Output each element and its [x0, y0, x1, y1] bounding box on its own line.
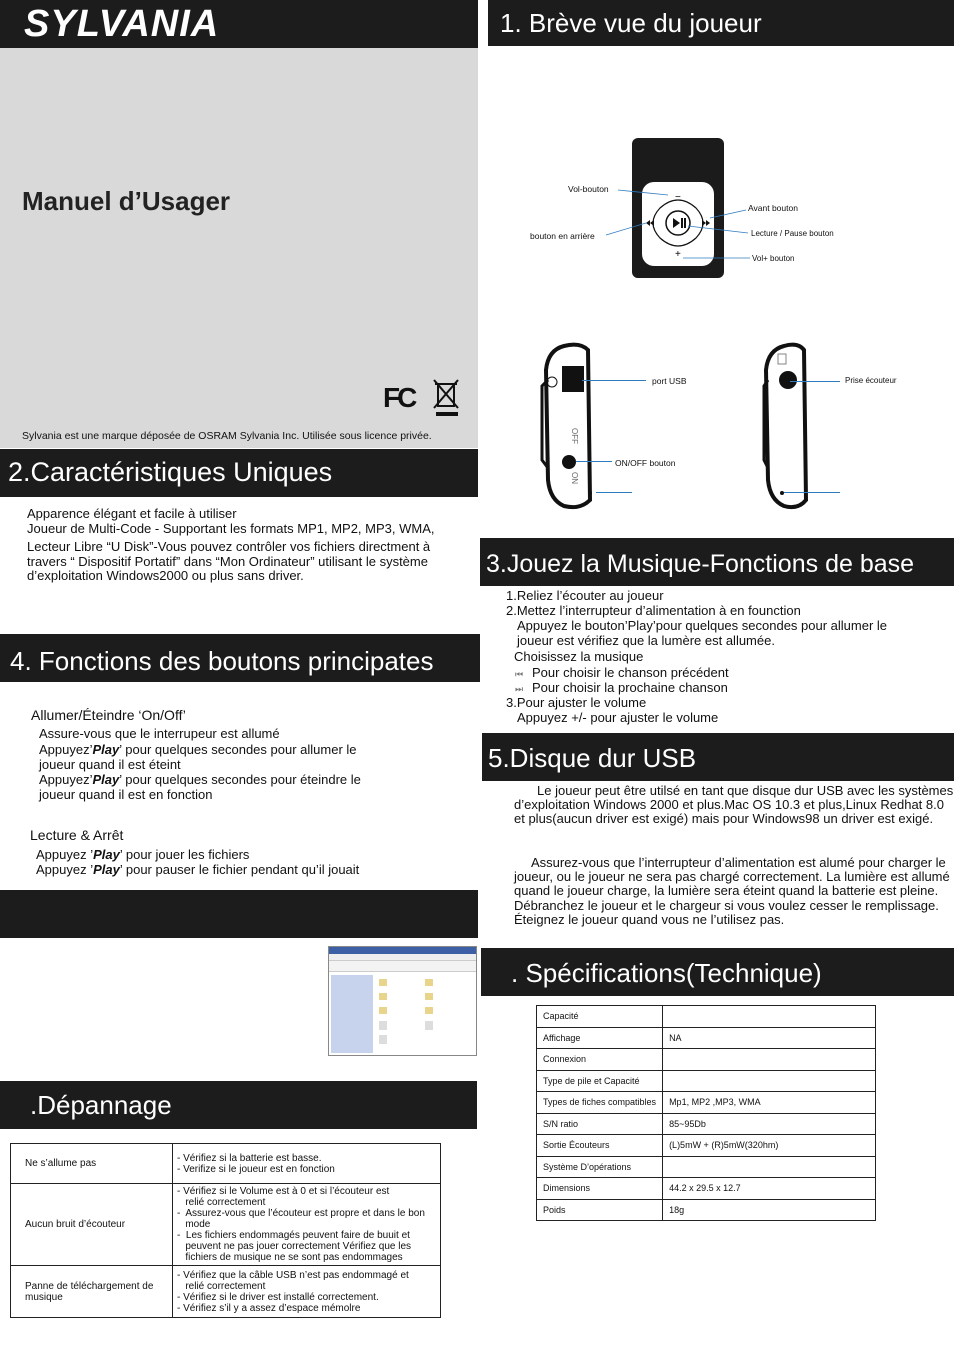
section6-heading-bar: [0, 890, 478, 938]
explorer-toolbar: [329, 961, 476, 972]
weee-bin-icon: [432, 378, 460, 418]
usb-para1-line-3: et plus(aucun driver est exigé) mais pour Windows98 un driver est exigé.: [514, 811, 934, 826]
spec-value: (L)5mW + (R)5mW(320hm): [663, 1135, 876, 1157]
spec-row: [537, 1092, 876, 1114]
player-front-illustration: [520, 130, 850, 290]
spec-value: [663, 1049, 876, 1071]
trouble-solution-line: - Les fichiers endommagés peuvent faire de buuit et: [177, 1230, 410, 1241]
trouble-solution-line: - Vérifiez si le driver est installé correctement.: [177, 1291, 379, 1303]
spec-label: Capacité: [537, 1006, 663, 1028]
usb-para2-line-1: Assurez-vous que l’interrupteur d’alimentation est alumé pour charger le: [531, 855, 946, 870]
onoff-line-5: joueur quand il est en fonction: [39, 787, 213, 802]
spec-row: [537, 1199, 876, 1221]
usb-para1-line-1: Le joueur peut être utilsé en tant que disque dur USB avec les systèmes: [537, 783, 954, 798]
explorer-sidebar: [331, 975, 373, 1053]
label-usb: port USB: [652, 376, 687, 386]
trouble-row: [11, 1266, 441, 1318]
spec-value: [663, 1006, 876, 1028]
spec-label: Types de fiches compatibles: [537, 1092, 663, 1114]
spec-value: 18g: [663, 1199, 876, 1221]
trouble-solution-line: mode: [177, 1219, 211, 1230]
spec-row: [537, 1135, 876, 1157]
trouble-table: [10, 1143, 441, 1318]
play-line-9: Appuyez +/- pour ajuster le volume: [517, 710, 719, 725]
spec-value: [663, 1156, 876, 1178]
trouble-solutions: [173, 1184, 441, 1266]
line-onoff: [576, 461, 612, 462]
trouble-problem: Ne s’allume pas: [11, 1144, 173, 1184]
trouble-problem: Aucun bruit d’écouteur: [11, 1184, 173, 1266]
svg-text:−: −: [675, 192, 681, 203]
playpause-line-2: Appuyez ’Play’ pour pauser le fichier pendant qu’il jouait: [36, 862, 360, 877]
section3-heading-bar: [480, 538, 954, 586]
brand-logo: SYLVANIA: [24, 3, 220, 45]
trouble-solution-line: - Vérifiez que la câble USB n’est pas endommagé et: [177, 1269, 409, 1281]
label-vol-minus: Vol-bouton: [568, 184, 609, 194]
trouble-solution-line: relié correctement: [177, 1197, 266, 1208]
cover-panel: [0, 48, 478, 448]
onoff-line-2: Appuyez’Play’ pour quelques secondes pour allumer le: [39, 742, 357, 757]
line-headphone: [790, 381, 840, 382]
trouble-row: [11, 1184, 441, 1266]
section5-title: 5.Disque dur USB: [488, 743, 697, 773]
spec-value: [663, 1070, 876, 1092]
switch-off-text: OFF: [570, 428, 579, 444]
usb-para2-line-2: joueur, ou le joueur ne sera pas chargé correctement. La lumière est allumé: [514, 869, 950, 884]
brand-bar: [0, 0, 478, 48]
spec-label: Sortie Écouteurs: [537, 1135, 663, 1157]
playpause-line-1: Appuyez ’Play’ pour jouer les fichiers: [36, 847, 250, 862]
trouble-title: .Dépannage: [30, 1090, 172, 1120]
usb-para2-line-5: Éteignez le joueur quand vous ne l’utilisez pas.: [514, 912, 785, 927]
next-icon: ⏭: [515, 684, 524, 694]
section2-title: 2.Caractéristiques Uniques: [8, 457, 333, 487]
spec-row: [537, 1178, 876, 1200]
label-back: bouton en arrière: [530, 231, 595, 241]
usb-para2-line-3: quand le joueur charge, la lumière sera éteint quand la batterie est pleine.: [514, 883, 939, 898]
prev-icon: ⏮: [515, 669, 524, 679]
onoff-line-4: Appuyez’Play’ pour quelques secondes pour éteindre le: [39, 772, 361, 787]
label-forward: Avant bouton: [748, 203, 798, 213]
explorer-window-screenshot: [328, 946, 477, 1056]
trouble-solution-line: - Verifize si le joueur est en fonction: [177, 1163, 335, 1175]
play-line-3: Appuyez le bouton’Play’pour quelques secondes pour allumer le: [517, 618, 888, 633]
section1-heading-bar: [488, 0, 954, 46]
play-line-4: joueur est vérifiez que la lumère est allumée.: [517, 633, 775, 648]
spec-value: Mp1, MP2 ,MP3, WMA: [663, 1092, 876, 1114]
trouble-solution-line: - Vérifiez si le Volume est à 0 et si l’écouteur est: [177, 1186, 390, 1197]
spec-label: Affichage: [537, 1027, 663, 1049]
trouble-solution-line: relié correctement: [177, 1280, 266, 1292]
feature-line-5: d’exploitation Windows2000 ou plus sans driver.: [27, 568, 304, 583]
explorer-titlebar: [329, 947, 476, 954]
label-headphone: Prise écouteur: [845, 376, 897, 385]
svg-text:+: +: [675, 249, 681, 260]
play-line-7: Pour choisir la prochaine chanson: [532, 680, 728, 695]
feature-line-2: Joueur de Multi-Code - Supportant les formats MP1, MP2, MP3, WMA,: [27, 521, 435, 536]
play-line-5: Choisissez la musique: [514, 649, 644, 664]
fc-logo: FC: [383, 382, 415, 413]
switch-on-text: ON: [570, 472, 579, 484]
feature-line-3: Lecteur Libre “U Disk”-Vous pouvez contrôler vos fichiers directment à: [27, 539, 431, 554]
feature-line-1: Apparence élégant et facile à utiliser: [27, 506, 237, 521]
spec-value: NA: [663, 1027, 876, 1049]
specs-title: . Spécifications(Technique): [511, 958, 822, 988]
section4-heading-bar: [0, 634, 480, 682]
label-play: Lecture / Pause bouton: [751, 229, 834, 238]
section3-title: 3.Jouez la Musique-Fonctions de base: [486, 550, 915, 578]
trouble-solution-line: - Assurez-vous que l’écouteur est propre et dans le bon: [177, 1208, 425, 1219]
spec-row: [537, 1027, 876, 1049]
specs-table: [536, 1005, 876, 1221]
trouble-solutions: [173, 1266, 441, 1318]
trouble-solution-line: - Vérifiez si la batterie est basse.: [177, 1152, 322, 1164]
trouble-problem: Panne de téléchargement de musique: [11, 1266, 173, 1318]
trouble-row: [11, 1144, 441, 1184]
spec-row: [537, 1049, 876, 1071]
play-line-1: 1.Reliez l’écouter au joueur: [506, 588, 664, 603]
feature-line-4: travers “ Dispositif Portatif” dans “Mon Ordinateur” utilisant le système: [27, 554, 428, 569]
section5-heading-bar: [482, 733, 954, 781]
line-left-bottom: [596, 492, 632, 493]
spec-label: S/N ratio: [537, 1113, 663, 1135]
line-usb: [582, 380, 646, 381]
trouble-solution-line: fichiers de musique ne se sont pas endommages: [177, 1252, 403, 1263]
manual-title: Manuel d’Usager: [22, 186, 231, 216]
section1-title: 1. Brève vue du joueur: [500, 8, 762, 38]
spec-row: [537, 1070, 876, 1092]
spec-label: Connexion: [537, 1049, 663, 1071]
trouble-solutions: [173, 1144, 441, 1184]
trouble-solution-line: peuvent ne pas jouer correctement Vérifiez que les: [177, 1241, 412, 1252]
label-onoff: ON/OFF bouton: [615, 458, 676, 468]
play-line-8: 3.Pour ajuster le volume: [506, 695, 647, 710]
line-right-bottom: [784, 492, 840, 493]
trademark-note: Sylvania est une marque déposée de OSRAM Sylvania Inc. Utilisée sous licence privée.: [22, 430, 432, 442]
spec-label: Poids: [537, 1199, 663, 1221]
explorer-menubar: [329, 954, 476, 961]
trouble-heading-bar: [0, 1081, 477, 1129]
onoff-line-3: joueur quand il est éteint: [39, 757, 181, 772]
player-side-left-illustration: [536, 340, 646, 512]
section4-title: 4. Fonctions des boutons principates: [10, 646, 434, 676]
label-vol-plus: Vol+ bouton: [752, 254, 795, 263]
specs-heading-bar: [481, 948, 954, 996]
play-line-2: 2.Mettez l’interrupteur d’alimentation à en founction: [506, 603, 801, 618]
spec-label: Système D’opérations: [537, 1156, 663, 1178]
player-side-right-illustration: [760, 340, 820, 512]
play-heading: Lecture & Arrêt: [30, 827, 124, 843]
onoff-heading: Allumer/Éteindre ‘On/Off’: [31, 707, 186, 723]
trouble-solution-line: - Vérifiez s’il y a assez d’espace mémolre: [177, 1302, 361, 1314]
usb-para1-line-2: d’exploitation Windows 2000 et plus.Mac OS 10.3 et plus,Linux Redhat 8.0: [514, 797, 944, 812]
spec-row: [537, 1156, 876, 1178]
section2-heading-bar: [0, 449, 478, 497]
play-line-6: Pour choisir le chanson précédent: [532, 665, 729, 680]
explorer-files: [377, 977, 473, 1051]
spec-row: [537, 1006, 876, 1028]
onoff-line-1: Assure-vous que le interrupeur est allumé: [39, 726, 280, 741]
spec-value: 85~95Db: [663, 1113, 876, 1135]
spec-value: 44.2 x 29.5 x 12.7: [663, 1178, 876, 1200]
spec-row: [537, 1113, 876, 1135]
spec-label: Type de pile et Capacité: [537, 1070, 663, 1092]
spec-label: Dimensions: [537, 1178, 663, 1200]
usb-para2-line-4: Débranchez le joueur et le chargeur si vous voulez cesser le remplissage.: [514, 898, 939, 913]
